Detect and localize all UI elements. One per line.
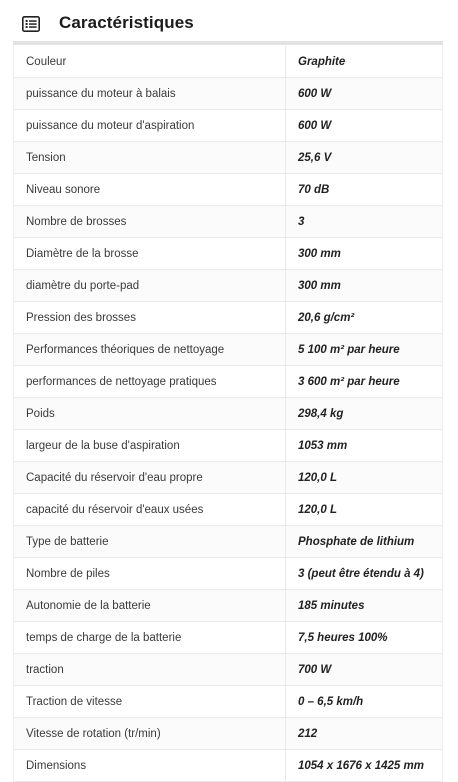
spec-label: Nombre de piles <box>14 558 286 590</box>
spec-value: Phosphate de lithium <box>286 526 443 558</box>
spec-label: temps de charge de la batterie <box>14 622 286 654</box>
spec-value: 300 mm <box>286 238 443 270</box>
section-header <box>0 0 458 44</box>
spec-label: diamètre du porte-pad <box>14 270 286 302</box>
spec-label: Niveau sonore <box>14 174 286 206</box>
spec-label: Autonomie de la batterie <box>14 590 286 622</box>
spec-value: 1054 x 1676 x 1425 mm <box>286 750 443 782</box>
spec-value: 120,0 L <box>286 462 443 494</box>
spec-label: Traction de vitesse <box>14 686 286 718</box>
spec-row <box>14 270 443 302</box>
spec-label: Performances théoriques de nettoyage <box>14 334 286 366</box>
spec-value: 600 W <box>286 110 443 142</box>
spec-row <box>14 654 443 686</box>
spec-label: Dimensions <box>14 750 286 782</box>
spec-row <box>14 110 443 142</box>
spec-value: 3 600 m² par heure <box>286 366 443 398</box>
spec-value: 700 W <box>286 654 443 686</box>
spec-row <box>14 526 443 558</box>
specifications-table-body <box>14 46 443 782</box>
spec-label: traction <box>14 654 286 686</box>
list-icon <box>22 16 40 32</box>
spec-row <box>14 622 443 654</box>
spec-row <box>14 430 443 462</box>
spec-label: Nombre de brosses <box>14 206 286 238</box>
spec-label: largeur de la buse d'aspiration <box>14 430 286 462</box>
spec-label: Capacité du réservoir d'eau propre <box>14 462 286 494</box>
spec-label: Vitesse de rotation (tr/min) <box>14 718 286 750</box>
spec-value: 0 – 6,5 km/h <box>286 686 443 718</box>
spec-value: 1053 mm <box>286 430 443 462</box>
spec-row <box>14 462 443 494</box>
spec-value: 185 minutes <box>286 590 443 622</box>
spec-value: 3 <box>286 206 443 238</box>
spec-row <box>14 494 443 526</box>
spec-row <box>14 558 443 590</box>
spec-value: 212 <box>286 718 443 750</box>
spec-label: Type de batterie <box>14 526 286 558</box>
spec-label: Poids <box>14 398 286 430</box>
spec-value: 600 W <box>286 78 443 110</box>
spec-row <box>14 238 443 270</box>
spec-label: Pression des brosses <box>14 302 286 334</box>
spec-value: 7,5 heures 100% <box>286 622 443 654</box>
spec-value: 3 (peut être étendu à 4) <box>286 558 443 590</box>
spec-row <box>14 174 443 206</box>
spec-label: performances de nettoyage pratiques <box>14 366 286 398</box>
spec-row <box>14 302 443 334</box>
spec-value: 25,6 V <box>286 142 443 174</box>
spec-label: Diamètre de la brosse <box>14 238 286 270</box>
spec-label: Tension <box>14 142 286 174</box>
spec-row <box>14 334 443 366</box>
spec-value: 120,0 L <box>286 494 443 526</box>
spec-row <box>14 206 443 238</box>
spec-row <box>14 750 443 782</box>
spec-label: Couleur <box>14 46 286 78</box>
spec-row <box>14 366 443 398</box>
spec-row <box>14 142 443 174</box>
spec-row <box>14 718 443 750</box>
spec-row <box>14 46 443 78</box>
spec-value: 70 dB <box>286 174 443 206</box>
spec-label: puissance du moteur à balais <box>14 78 286 110</box>
spec-row <box>14 78 443 110</box>
section-title: Caractéristiques <box>59 13 194 32</box>
spec-value: 298,4 kg <box>286 398 443 430</box>
spec-label: puissance du moteur d'aspiration <box>14 110 286 142</box>
spec-value: 20,6 g/cm² <box>286 302 443 334</box>
spec-value: Graphite <box>286 46 443 78</box>
spec-value: 5 100 m² par heure <box>286 334 443 366</box>
header-divider <box>13 41 443 45</box>
spec-value: 300 mm <box>286 270 443 302</box>
spec-row <box>14 398 443 430</box>
specifications-table <box>13 46 443 782</box>
spec-row <box>14 590 443 622</box>
spec-label: capacité du réservoir d'eaux usées <box>14 494 286 526</box>
spec-row <box>14 686 443 718</box>
